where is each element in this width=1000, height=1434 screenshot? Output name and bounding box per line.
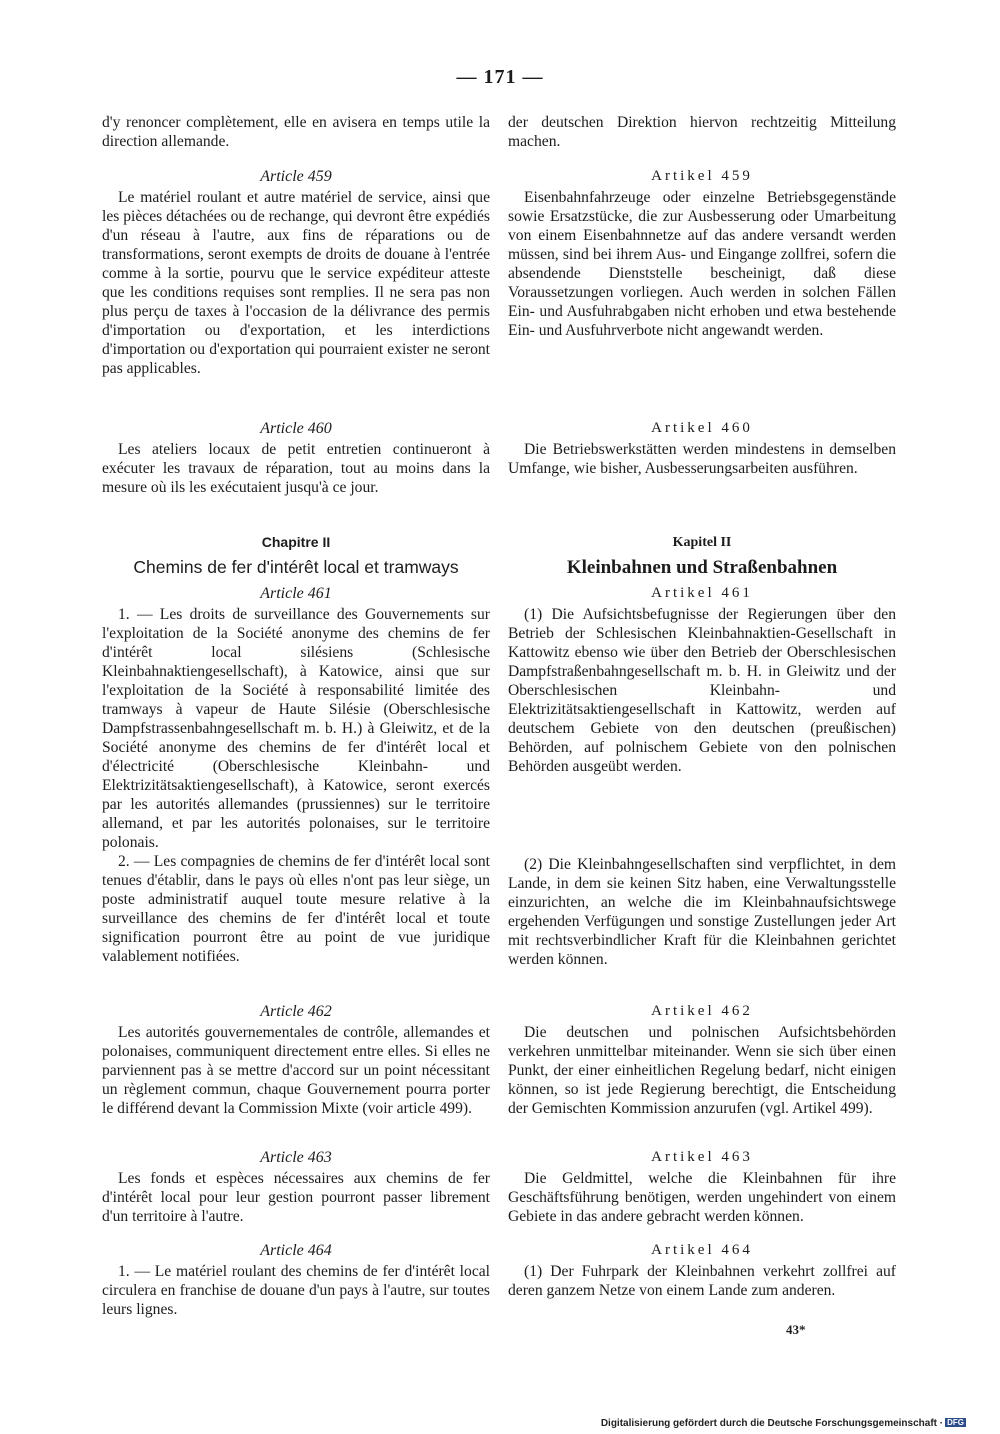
- fr-article-461: [102, 584, 490, 966]
- de-article-459-heading: Artikel 459: [651, 168, 753, 184]
- fr-article-462-heading: Article 462: [260, 1003, 332, 1020]
- fr-article-461-para1: 1. — Les droits de surveillance des Gouvernements sur l'exploitation de la Société anonyme des chemins de fer d'intérêt local silésiens (Schlesische Kleinbahnaktiengesellschaft), à Katowice, ainsi que sur l'exploitation de la Société à responsabilité limitée des tramways à vapeur de Haute Silésie (Oberschlesische Dampfstrassenbahngesellschaft m. b. H.) à Gleiwitz, et de la Société anonyme des chemins de fer d'intérêt local et d'électricité (Oberschlesische Kleinbahn- und Elektrizitätsaktiengesellschaft), à Katowice, seront exercés par les autorités allemandes (prussiennes) sur le territoire allemand, et par les autorités polonaises, sur le territoire polonais.: [102, 606, 490, 851]
- dfg-logo: DFG: [947, 1418, 964, 1427]
- de-article-464-heading: Artikel 464: [651, 1242, 753, 1258]
- de-intro-text: der deutschen Direktion hiervon rechtzeitig Mitteilung machen.: [508, 114, 896, 150]
- fr-article-460-text: Les ateliers locaux de petit entretien continueront à exécuter les travaux de réparation, tout au moins dans la mesure où ils les exécutaient jusqu'à ce jour.: [102, 441, 490, 496]
- fr-article-459-text: Le matériel roulant et autre matériel de service, ainsi que les pièces détachées ou de rechange, qui devront être expédiés d'un réseau à l'autre, aux fins de réparations ou de transformations, seront exempts de droits de douane à l'entrée comme à la sortie, pourvu que le service expéditeur atteste que les conditions requises sont remplies. Il ne sera pas non plus perçu de taxes à l'occasion de la délivrance des permis d'importation ou d'exportation, et les interdictions d'importation ou d'exportation qui pourraient exister ne seront pas applicables.: [102, 189, 490, 377]
- de-article-462-text: Die deutschen und polnischen Aufsichtsbehörden verkehren unmittelbar miteinander. Wenn sie sich über einen Punkt, der einer einheitlichen Regelung bedarf, nicht einigen können, so ist jede Regierung berechtigt, die Entscheidung der Gemischten Kommission anzurufen (vgl. Artikel 499).: [508, 1024, 896, 1117]
- fr-article-461-para2: 2. — Les compagnies de chemins de fer d'intérêt local sont tenues d'établir, dans le pays où elles n'ont pas leur siège, un poste administratif auquel toute mesure relative à la surveillance des chemins de fer d'intérêt local et toute signification pourront être au point de vue juridique valablement notifiées.: [102, 853, 490, 965]
- fr-article-460-heading: Article 460: [260, 420, 332, 437]
- footer-text: Digitalisierung gefördert durch die Deutsche Forschungsgemeinschaft ·: [600, 1418, 944, 1429]
- de-chapter-title: Kleinbahnen und Straßenbahnen: [566, 557, 838, 578]
- fr-chapter-title: Chemins de fer d'intérêt local et tramways: [133, 557, 459, 577]
- de-article-463: [508, 1148, 896, 1226]
- de-article-460: [508, 419, 896, 478]
- de-intro: [508, 113, 896, 151]
- fr-chapter-label: Chapitre II: [261, 534, 331, 550]
- fr-intro: [102, 113, 490, 151]
- fr-article-459-heading: Article 459: [260, 168, 332, 185]
- de-article-464-text: (1) Der Fuhrpark der Kleinbahnen verkehrt zollfrei auf deren ganzem Netze von einem Lande zum anderen.: [508, 1263, 896, 1299]
- de-chapter: [508, 533, 896, 577]
- de-article-459-text: Eisenbahnfahrzeuge oder einzelne Betriebsgegenstände sowie Ersatzstücke, die zur Ausbesserung oder Umarbeitung von einem Eisenbahnnetze auf das andere versandt werden müssen, sind bei ihrem Aus- und Eingange zollfrei, sofern die absendende Dienststelle bescheinigt, daß diese Voraussetzungen vorliegen. Auch werden in solchen Fällen Ein- und Ausfuhrabgaben nicht erhoben und etwa bestehende Ein- und Ausfuhrverbote nicht angewandt werden.: [508, 189, 896, 339]
- fr-chapter: [102, 533, 490, 577]
- de-article-460-heading: Artikel 460: [651, 420, 753, 436]
- de-chapter-label: Kapitel II: [672, 535, 732, 550]
- fr-article-463-heading: Article 463: [260, 1149, 332, 1166]
- de-article-461-heading: Artikel 461: [651, 585, 753, 601]
- de-article-461: [508, 584, 896, 776]
- de-article-464: [508, 1241, 896, 1300]
- de-article-461-part2: [508, 855, 896, 969]
- fr-article-464: [102, 1241, 490, 1319]
- de-article-462: [508, 1002, 896, 1118]
- de-article-463-heading: Artikel 463: [651, 1149, 753, 1165]
- fr-article-462-text: Les autorités gouvernementales de contrôle, allemandes et polonaises, communiquent directement entre elles. Si elles ne parviennent pas à se mettre d'accord sur un point nécessitant un règlement commun, chaque Gouvernement pourra porter le différend devant la Commission Mixte (voir article 499).: [102, 1024, 490, 1117]
- fr-article-464-text: 1. — Le matériel roulant des chemins de fer d'intérêt local circulera en franchise de douane d'un pays à l'autre, sur toutes leurs lignes.: [102, 1263, 490, 1318]
- fr-article-460: [102, 419, 490, 497]
- de-article-460-text: Die Betriebswerkstätten werden mindestens in demselben Umfange, wie bisher, Ausbesserungsarbeiten ausführen.: [508, 441, 896, 477]
- de-article-462-heading: Artikel 462: [651, 1003, 753, 1019]
- fr-article-463-text: Les fonds et espèces nécessaires aux chemins de fer d'intérêt local pour leur gestion pourront passer librement d'un territoire à l'autre.: [102, 1170, 490, 1225]
- fr-article-462: [102, 1002, 490, 1118]
- digitization-footer: [601, 1418, 966, 1429]
- page-number: — 171 —: [456, 66, 544, 88]
- fr-intro-text: d'y renoncer complètement, elle en avisera en temps utile la direction allemande.: [102, 114, 490, 150]
- fr-article-461-heading: Article 461: [260, 585, 332, 602]
- fr-article-463: [102, 1148, 490, 1226]
- de-article-461-para1: (1) Die Aufsichtsbefugnisse der Regierungen über den Betrieb der Schlesischen Kleinbahnaktien-Gesellschaft in Kattowitz ebenso wie über den Betrieb der Oberschlesischen Dampfstraßenbahngesellschaft m. b. H. in Gleiwitz und der Oberschlesischen Kleinbahn- und Elektrizitätsaktiengesellschaft in Kattowitz, werden auf deutschem Gebiete von den deutschen (preußischen) Behörden, auf polnischem Gebiete von den polnischen Behörden ausgeübt werden.: [508, 606, 896, 775]
- sheet-signature: 43*: [786, 1322, 806, 1337]
- de-article-461-para2: (2) Die Kleinbahngesellschaften sind verpflichtet, in dem Lande, in dem sie keinen Sitz haben, eine Verwaltungsstelle einzurichten, an welche die im Kleinbahnaufsichtswege ergehenden Verfügungen und sonstige Zustellungen jeder Art mit rechtsverbindlicher Kraft für die Kleinbahnen gerichtet werden können.: [508, 856, 896, 968]
- de-article-463-text: Die Geldmittel, welche die Kleinbahnen für ihre Geschäftsführung benötigen, werden ungehindert von einem Gebiete in das andere gebracht werden können.: [508, 1170, 896, 1225]
- fr-article-464-heading: Article 464: [260, 1242, 332, 1259]
- de-article-459: [508, 167, 896, 340]
- fr-article-459: [102, 167, 490, 378]
